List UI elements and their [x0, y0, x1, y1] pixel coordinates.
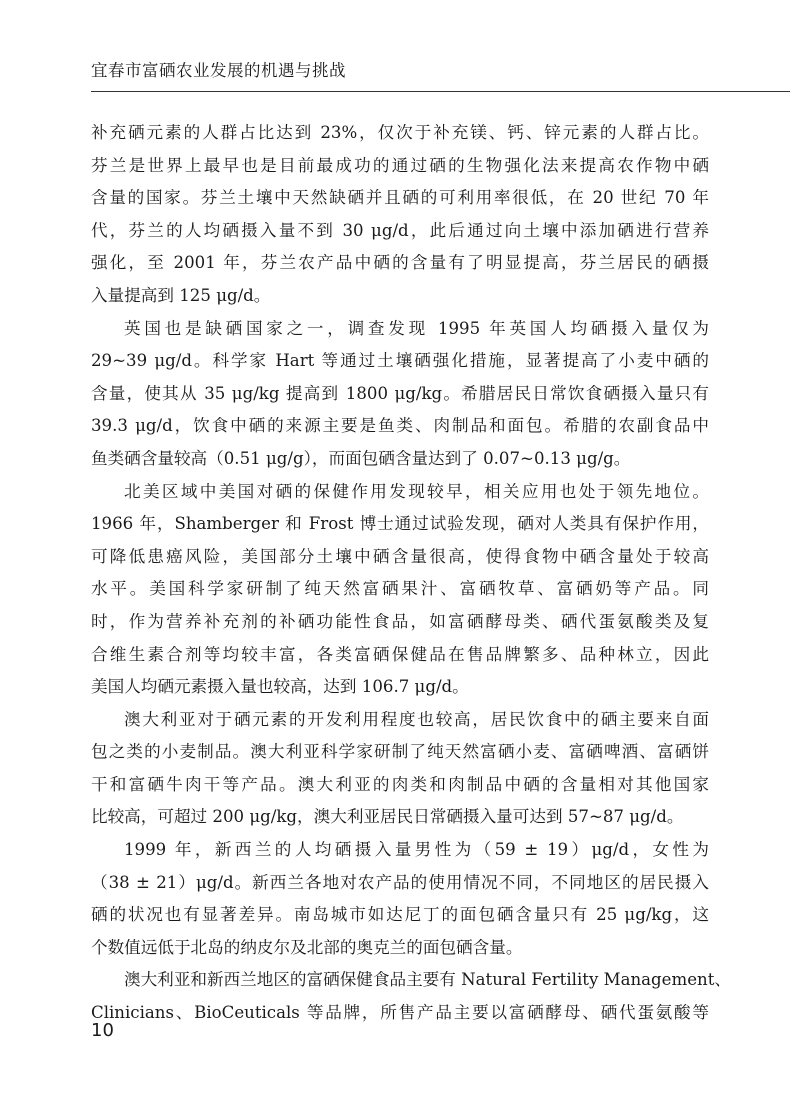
text-line: 芬兰是世界上最早也是目前最成功的通过硒的生物强化法来提高农作物中硒	[91, 155, 709, 175]
text-line: 英国也是缺硒国家之一，调查发现 1995 年英国人均硒摄入量仅为	[124, 318, 709, 338]
body-text	[91, 117, 731, 1030]
text-line: 强化，至 2001 年，芬兰农产品中硒的含量有了明显提高，芬兰居民的硒摄	[91, 253, 709, 273]
header-rule	[91, 91, 790, 92]
text-line: 时，作为营养补充剂的补硒功能性食品，如富硒酵母类、硒代蛋氨酸类及复	[91, 611, 709, 631]
text-line: 澳大利亚和新西兰地区的富硒保健食品主要有 Natural Fertility Management、	[124, 970, 731, 990]
text-line: 29~39 μg/d。科学家 Hart 等通过土壤硒强化措施，显著提高了小麦中硒的	[91, 351, 709, 371]
text-line: 比较高，可超过 200 μg/kg，澳大利亚居民日常硒摄入量可达到 57~87 μg/d。	[91, 807, 684, 827]
text-line: 可降低患癌风险，美国部分土壤中硒含量很高，使得食物中硒含量处于较高	[91, 546, 709, 566]
text-line: 美国人均硒元素摄入量也较高，达到 106.7 μg/d。	[91, 677, 469, 697]
text-line: 1966 年，Shamberger 和 Frost 博士通过试验发现，硒对人类具有保护作用，	[91, 514, 709, 534]
page-number: 10	[91, 1020, 114, 1041]
text-line: 澳大利亚对于硒元素的开发利用程度也较高，居民饮食中的硒主要来自面	[124, 709, 709, 729]
text-line: 北美区域中美国对硒的保健作用发现较早，相关应用也处于领先地位。	[124, 481, 709, 501]
text-line: 39.3 μg/d，饮食中硒的来源主要是鱼类、肉制品和面包。希腊的农副食品中	[91, 416, 709, 436]
text-line: 补充硒元素的人群占比达到 23%，仅次于补充镁、钙、锌元素的人群占比。	[91, 123, 709, 142]
text-line: 合维生素合剂等均较丰富，各类富硒保健品在售品牌繁多、品种林立，因此	[91, 644, 709, 664]
text-line: 包之类的小麦制品。澳大利亚科学家研制了纯天然富硒小麦、富硒啤酒、富硒饼	[91, 742, 709, 762]
text-line: 个数值远低于北岛的纳皮尔及北部的奥克兰的面包硒含量。	[91, 937, 523, 957]
text-line: 干和富硒牛肉干等产品。澳大利亚的肉类和肉制品中硒的含量相对其他国家	[91, 774, 709, 794]
text-line: （38 ± 21）μg/d。新西兰各地对农产品的使用情况不同，不同地区的居民摄入	[91, 872, 709, 892]
text-line: 1999 年，新西兰的人均硒摄入量男性为（59 ± 19）μg/d，女性为	[124, 840, 709, 860]
text-line: 入量提高到 125 μg/d。	[91, 285, 271, 305]
text-line: 硒的状况也有显著差异。南岛城市如达尼丁的面包硒含量只有 25 μg/kg，这	[91, 905, 709, 925]
text-line: 含量，使其从 35 μg/kg 提高到 1800 μg/kg。希腊居民日常饮食硒摄入量只有	[91, 383, 709, 403]
text-line: 水平。美国科学家研制了纯天然富硒果汁、富硒牧草、富硒奶等产品。同	[91, 579, 709, 599]
running-header-title: 宜春市富硒农业发展的机遇与挑战	[91, 61, 346, 80]
text-line: Clinicians、BioCeuticals 等品牌，所售产品主要以富硒酵母、硒代蛋氨酸等	[91, 1003, 709, 1023]
text-line: 代，芬兰的人均硒摄入量不到 30 μg/d，此后通过向土壤中添加硒进行营养	[91, 220, 709, 240]
text-line: 鱼类硒含量较高（0.51 μg/g），而面包硒含量达到了 0.07~0.13 μg/g。	[91, 448, 631, 468]
text-line: 含量的国家。芬兰土壤中天然缺硒并且硒的可利用率很低，在 20 世纪 70 年	[91, 188, 709, 208]
